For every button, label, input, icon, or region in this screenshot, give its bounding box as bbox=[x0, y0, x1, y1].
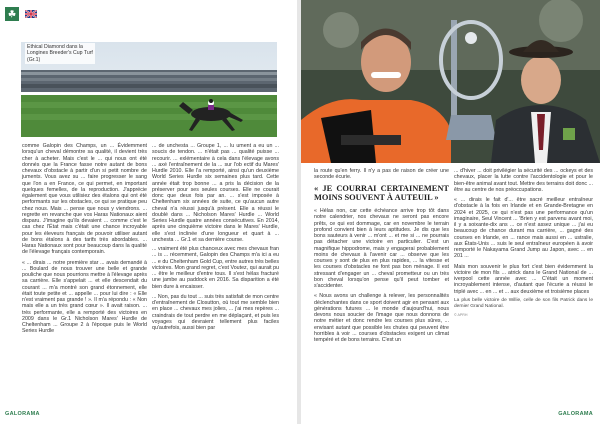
uk-flag-icon bbox=[25, 10, 37, 18]
section-headline: « JE COURRAI CERTAINEMENT MOINS SOUVENT À AUTEUIL » bbox=[314, 183, 449, 203]
left-page bbox=[0, 0, 297, 424]
photo-caption: Ethical Diamond dans la Longines Breeder's Cup Turf (Gr.1) bbox=[25, 43, 95, 64]
paragraph: ... vraiment été plus chanceux avec mes chevaux fran ... is ... récemment, Galopin des Champs m'a ici a eu ... e du Cheltenham Gold Cup, entre autres très belles victoires. Mon grand regret, c'est Voutez, qui aurait pu ... être le meilleur d'entre tous. Il s'est hélas fracturé une jambe au paddock en 2016. Sa disparition a été bien dure à encaisser. bbox=[152, 246, 279, 290]
photo-credit: © APRH bbox=[454, 313, 468, 318]
paragraph: ... Non, pas du tout ... suis très satisfait de mon centre d'entraînement de Closutton, où tout me semble bien en place ... chevaux mes jolies, ... j'ai mes repères ... craindrais de tout perdre en me déplaçant, et puis les voyages qui devraient tellement plus faciles qu'autrefois, aussi bien par bbox=[152, 293, 279, 331]
paragraph: la route qu'en ferry. Il n'y a pas de raison de créer une seconde écurie. bbox=[314, 168, 449, 181]
paragraph: ... de unchesta ... Groupe 1, ... lu ument a eu un ... soucis de tendon. ... n'était pas ... qualité puisse ... recourir. ... exlémentaire à cela dans l'élevage avons ... axé l'entraînement de la ... sur l'ob ectif du Mares' Hurdle 2010. Elle l'a remporté, ainsi qu'un deuxième World Series Hurdle six semaines plus tard. Cette année était trop bonne ... a pris la décision de la préserver pour ses seules courses. Elle ne courait donc que deux fois par an. ... s'est imposée à Cheltenham six années de suite, ce qu'aucun autre cheval n'a réussi jusqu'à présent. Elle a réussi le doublé dans ... Nicholson Mares' Hurdle ... World Series Hurdle quatre années consécutives. En 2014, après une cinquième victoire dans le Mares' Hurdle, elle s'est inclinée d'une longueur et quart à ... unchesta ... Gr.1 et sa dernière course. bbox=[152, 143, 279, 243]
paragraph: ... d'hiver ... doit privilégier la sécurité des ... ockeys et des chevaux, placer la lutte contre l'accidentologie et pour le bien-être animal avant tout. Mettre des terrains doit donc ... être au centre de nos préoccupations. bbox=[454, 168, 593, 193]
footer-brand-right: GALORAMA bbox=[558, 411, 593, 417]
paragraph: « Nous avons un challenge à relever, les personnalités déclenchantes dans ce sport doivent agir en pensant aux générations futures ... le monde d'aujourd'hui, nous devons nous soucier de l'image que nous donnons de notre métier et donc rendre les courses plus sûres, ... envisant autant que possible les chutes qui peuvent être horribles à voir ... courses d'obstacles exigent un climat tempéré et de bons terrains. C'est un bbox=[314, 293, 449, 344]
paragraph: comme Galopin des Champs, un ... Évidemment lorsqu'un cheval démontre sa qualité, il devient très cher à acheter. Mais c'est le ... qui nous ont été donnés que la France fasse notre autant de bons chevaux d'obstacle à partir d'un si petit nombre de juments. Vous avez su ... faire progresser le sang que l'on a en France, ce qui permet, en important quelques femelles, de la reproduction. J'apprécie également que vous utilisiez des étalons qui ont été performants sur les obstacles, ce qui se pratique peu chez nous. Mais ... pense que nous y viendrons. ... regrette en revanche que vos Haras Nationaux aient disparu. J'imagine qu'ils devaient ... comme c'est le cas chez l'État mais c'était une chance incroyable pour les éleveurs français de pouvoir utiliser autant de bons étalons à des tarifs très abordables. ... Haras Nationaux sont pour beaucoup dans la qualité de l'élevage français contemporain. bbox=[22, 143, 147, 256]
right-column-1 bbox=[314, 168, 449, 346]
trainer-photo bbox=[301, 0, 600, 163]
paragraph: « ... dirais le fait d'... être sacré meilleur entraîneur d'obstacle à la fois en Irlande et en Grande-Bretagne en 2024 et 2025, ce qui n'est pas une performance qu'un imaginaire, Seul Vincent ... 'Brien y est parvenu avant moi, il y a soixante-dix ans ... ce n'est assez unique ... j'ai eu beaucoup de chance durant ma carrière, ... gagné des courses en Irlande, en ... rance mais aussi en ... ustralie, aux États-Unis ... suis le seul entraîneur européen à avoir remporté le Nakayama Grand Jump au Japon, avec ... en 201 ... bbox=[454, 197, 593, 260]
right-column-2 bbox=[454, 168, 593, 322]
left-column-1 bbox=[22, 143, 147, 338]
photo-caption: La plus belle victoire de Willie, celle de son fils Patrick dans le dernier Grand National. bbox=[454, 297, 593, 309]
paragraph: « ... dirais ... notre première star ... avais demandé à ... Boulard de nous trouver une belle et grande pouliche que nous pourrions mettre à l'élevage après sa carrière. Elle s'appelait ... et elle descendait du courant ... m'a montré son grand étonnement, elle était toute petite et ... appelle ... pour lui dire : « Elle n'est vraiment pas grande ! ». Il m'a répondu : « Non mais elle a un très grand cœur ». Il avait raison. ... très performante, elle a remporté des victoires en 2009 dans le Gr.1 Nicholson Mares' Hurdle de Cheltenham ... Groupe 2 à l'époque puis le World Series Hurdle bbox=[22, 259, 147, 335]
paragraph: Mais mon souvenir le plus fort c'est bien évidemment la victoire de mon fils ... atrick dans le Grand National de ... iverpool cette année avec ... C'était un moment incroyablement intense, d'autant que l'écurie a réussi le triplé avec ... en ... et ... aux deuxième et troisième places bbox=[454, 263, 593, 295]
paragraph: « Hélas non, car cette échéance arrive trop tôt dans notre calendrier, nos chevaux ne seront pas encore prêts, ce qui est dommage, car en novembre le terrain profond convient bien à leurs aptitudes. Je dis que les bons sauteurs à venir ... m'ont ... et me si ... ne pourrais pas détacher une victoire en particulier. C'est un magnifique hippodrome, mais y engagerai probablement moins de chevaux à l'avenir car ... observe que les courses y sont de plus en plus rapides, ... la vitesse et les courses d'obstacles ne font pas bon ménage. Il est stressant d'engager un ... cheval prometteur ou un très bon cheval lorsqu'on pense qu'il peut tomber et s'accidenter. bbox=[314, 208, 449, 290]
footer-brand-left: GALORAMA bbox=[5, 411, 40, 417]
clover-logo-icon: ☘ bbox=[5, 7, 19, 21]
left-column-2 bbox=[152, 143, 279, 334]
right-page bbox=[301, 0, 600, 424]
